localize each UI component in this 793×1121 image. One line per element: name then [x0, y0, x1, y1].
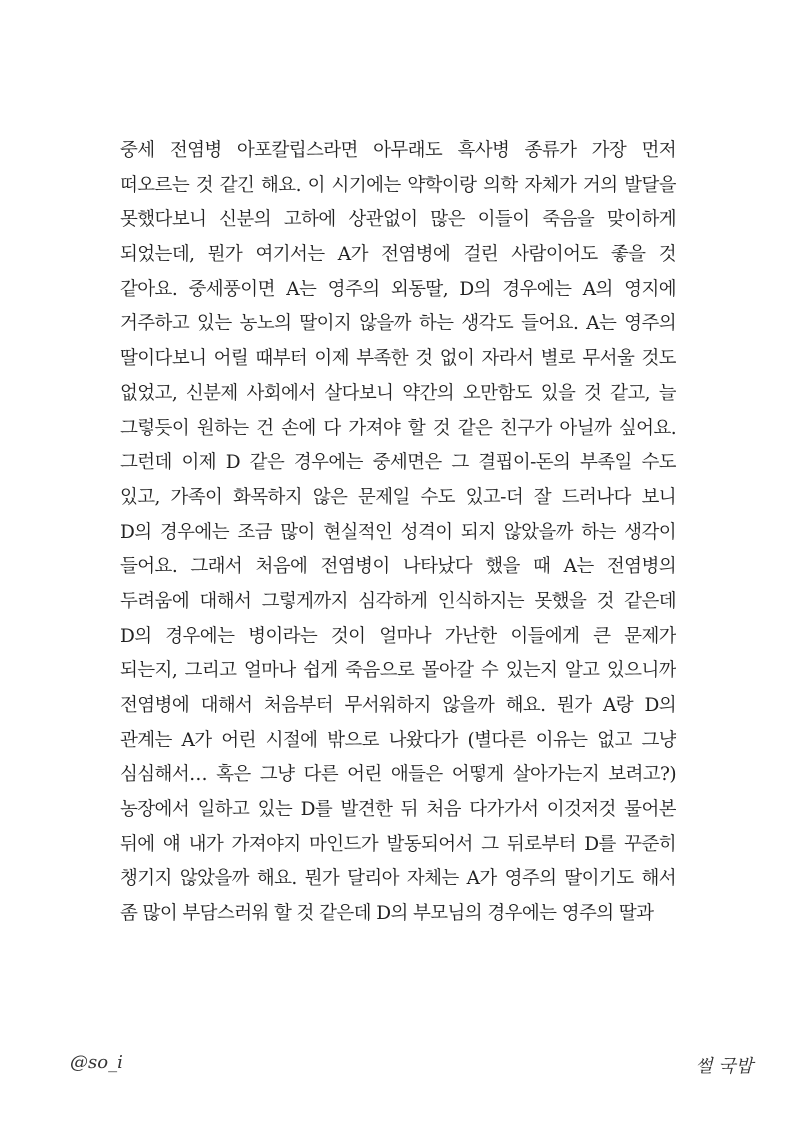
text-line: 되는지, 그리고 얼마나 쉽게 죽음으로 몰아갈 수 있는지 알고 있으니까	[120, 660, 676, 682]
body-text	[120, 134, 676, 932]
text-line: 챙기지 않았을까 해요. 뭔가 달리아 자체는 A가 영주의 딸이기도 해서	[120, 868, 676, 890]
footer-title: 썰 국밥	[695, 1056, 753, 1077]
text-line: 뒤에 얘 내가 가져야지 마인드가 발동되어서 그 뒤로부터 D를 꾸준히	[120, 833, 676, 855]
text-line: 못했다보니 신분의 고하에 상관없이 많은 이들이 죽음을 맞이하게	[120, 209, 676, 231]
text-line: 중세 전염병 아포칼립스라면 아무래도 흑사병 종류가 가장 먼저	[120, 140, 676, 161]
text-line: 그런데 이제 D 같은 경우에는 중세면은 그 결핍이-돈의 부족일 수도	[120, 452, 676, 474]
text-line: 전염병에 대해서 처음부터 무서워하지 않을까 해요. 뭔가 A랑 D의	[120, 695, 676, 716]
text-line: 좀 많이 부담스러워 할 것 같은데 D의 부모님의 경우에는 영주의 딸과	[120, 903, 654, 925]
text-line: D의 경우에는 조금 많이 현실적인 성격이 되지 않았을까 하는 생각이	[120, 521, 676, 543]
text-line: 없었고, 신분제 사회에서 살다보니 약간의 오만함도 있을 것 같고, 늘	[120, 382, 676, 404]
text-line: 떠오르는 것 같긴 해요. 이 시기에는 약학이랑 의학 자체가 거의 발달을	[120, 174, 676, 196]
text-line: 딸이다보니 어릴 때부터 이제 부족한 것 없이 자라서 별로 무서울 것도	[120, 348, 676, 370]
text-line: 심심해서… 혹은 그냥 다른 어린 애들은 어떻게 살아가는지 보려고?)	[120, 764, 676, 786]
text-line: 들어요. 그래서 처음에 전염병이 나타났다 했을 때 A는 전염병의	[120, 556, 676, 578]
text-line: 그렇듯이 원하는 건 손에 다 가져야 할 것 같은 친구가 아닐까 싶어요.	[120, 417, 676, 439]
text-line: 관계는 A가 어린 시절에 밖으로 나왔다가 (별다른 이유는 없고 그냥	[120, 729, 676, 751]
text-line: D의 경우에는 병이라는 것이 얼마나 가난한 이들에게 큰 문제가	[120, 625, 676, 647]
text-line: 거주하고 있는 농노의 딸이지 않을까 하는 생각도 들어요. A는 영주의	[120, 313, 676, 335]
text-line: 농장에서 일하고 있는 D를 발견한 뒤 처음 다가가서 이것저것 물어본	[120, 799, 676, 821]
text-line: 두려움에 대해서 그렇게까지 심각하게 인식하지는 못했을 것 같은데	[120, 590, 676, 612]
text-line: 되었는데, 뭔가 여기서는 A가 전염병에 걸린 사람이어도 좋을 것	[120, 244, 676, 266]
text-line: 같아요. 중세풍이면 A는 영주의 외동딸, D의 경우에는 A의 영지에	[120, 278, 676, 300]
author-handle: @so_i	[70, 1052, 123, 1073]
text-line: 있고, 가족이 화목하지 않은 문제일 수도 있고-더 잘 드러나다 보니	[120, 486, 676, 508]
